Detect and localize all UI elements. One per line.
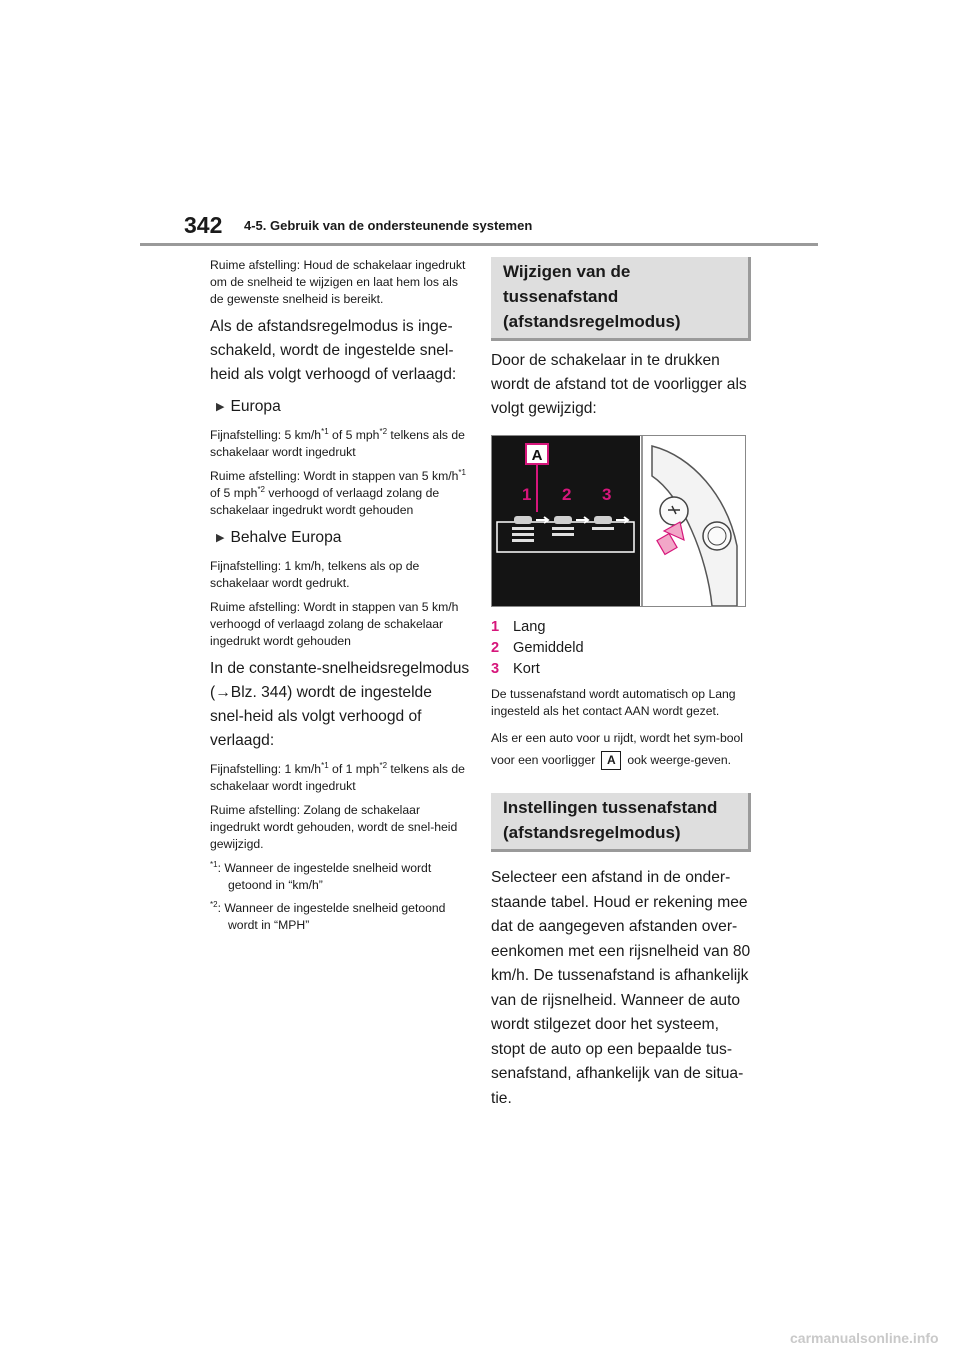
paragraph: In de constante-snelheidsregelmodus (→Blz. 344) wordt de ingestelde snel-heid als volgt verhoogd of verlaagd: xyxy=(210,660,470,749)
text: Fijnafstelling: 1 km/h xyxy=(210,762,322,776)
watermark: carmanualsonline.info xyxy=(790,1330,939,1346)
text: Ruime afstelling: Wordt in stappen van 5 km/h xyxy=(210,469,459,483)
text: telkens als de schakelaar wordt ingedrukt xyxy=(210,428,465,459)
footnote-ref: *2 xyxy=(379,760,388,770)
label-a-inline: A xyxy=(601,751,621,770)
bullet-behalve-europa xyxy=(216,526,470,550)
footnote-mark: *1 xyxy=(210,859,218,869)
distance-switch-illustration xyxy=(491,435,746,607)
text: of 5 mph xyxy=(328,428,380,442)
label-2: 2 xyxy=(562,485,572,504)
paragraph xyxy=(210,761,470,795)
list-item xyxy=(491,638,751,659)
footnote-2 xyxy=(210,900,470,934)
list-item xyxy=(491,659,751,680)
footnote-ref: *2 xyxy=(257,484,265,494)
footnote-text: : Wanneer de ingestelde snelheid wordt getoond in “km/h” xyxy=(217,861,432,892)
footnote-ref: *1 xyxy=(458,467,466,477)
item-label: Gemiddeld xyxy=(513,640,584,656)
note: De tussenafstand wordt automatisch op Lang ingesteld als het contact AAN wordt gezet. xyxy=(491,687,736,718)
footnote-ref: *1 xyxy=(321,760,329,770)
text: ook weerge-geven. xyxy=(627,753,732,767)
paragraph: Als de afstandsregelmodus is inge-schakeld, wordt de ingestelde snel-heid als volgt verhoogd of verlaagd: xyxy=(210,318,457,383)
footnote-text: : Wanneer de ingestelde snelheid getoond wordt in “MPH” xyxy=(217,901,446,932)
text: of 1 mph xyxy=(328,762,380,776)
chapter-title: 4-5. Gebruik van de ondersteunende systemen xyxy=(244,218,533,233)
steering-illustration-svg xyxy=(492,436,745,606)
label-3: 3 xyxy=(602,485,612,504)
item-number: 2 xyxy=(491,640,500,656)
item-label: Lang xyxy=(513,619,546,635)
header-divider xyxy=(140,243,818,246)
footnote-ref: *2 xyxy=(379,426,388,436)
item-number: 3 xyxy=(491,661,500,677)
item-label: Kort xyxy=(513,661,540,677)
text: Fijnafstelling: 5 km/h xyxy=(210,428,322,442)
paragraph: Ruime afstelling: Wordt in stappen van 5 km/h verhoogd of verlaagd zolang de schakelaar ingedrukt wordt gehouden xyxy=(210,600,459,648)
text: Als er een auto voor u rijdt, wordt het sym-bool voor een voorligger xyxy=(491,731,743,767)
item-number: 1 xyxy=(491,619,500,635)
paragraph: Ruime afstelling: Zolang de schakelaar ingedrukt wordt gehouden, wordt de snel-heid gewijzigd. xyxy=(210,803,458,851)
text: telkens als de schakelaar wordt ingedrukt xyxy=(210,762,465,793)
label-1: 1 xyxy=(522,485,532,504)
triangle-bullet-icon: ▶ xyxy=(216,401,225,413)
paragraph xyxy=(210,427,470,461)
distance-list xyxy=(491,617,751,680)
text: of 5 mph xyxy=(210,486,258,500)
bullet-label: Europa xyxy=(230,398,281,415)
paragraph: Selecteer een afstand in de onder-staande tabel. Houd er rekening mee dat de aangegeven afstanden over-eenkomen met een rijsnelheid van 80 km/h. De tussenafstand is afhankelijk van de rijsnelheid. Wanneer de auto wordt stilgezet door het systeem, stopt de auto op een bepaalde tus-senafstand, afhankelijk van de situa-tie. xyxy=(491,869,751,1107)
paragraph: Ruime afstelling: Houd de schakelaar ingedrukt om de snelheid te wijzigen en laat hem los als de gewenste snelheid is bereikt. xyxy=(210,258,466,306)
car-symbol-3 xyxy=(592,516,614,530)
footnote-ref: *1 xyxy=(321,426,329,436)
bullet-europa xyxy=(216,395,470,419)
page-number: 342 xyxy=(184,212,223,238)
paragraph: Door de schakelaar in te drukken wordt de afstand tot de voorligger als volgt gewijzigd: xyxy=(491,352,747,417)
paragraph xyxy=(210,468,470,519)
bullet-label: Behalve Europa xyxy=(230,529,342,546)
footnote-mark: *2 xyxy=(210,899,218,909)
paragraph: Fijnafstelling: 1 km/h, telkens als op de schakelaar wordt gedrukt. xyxy=(210,559,420,590)
text: verhoogd of verlaagd zolang de schakelaar ingedrukt wordt gehouden xyxy=(210,486,440,517)
label-a: A xyxy=(531,447,543,464)
control-button xyxy=(703,522,731,550)
note xyxy=(491,727,751,771)
list-item xyxy=(491,617,751,638)
press-arrow-shaft xyxy=(657,534,677,555)
footnote-1 xyxy=(210,860,470,894)
right-column xyxy=(491,257,751,1119)
section-heading: Instellingen tussenafstand (afstandsregelmodus) xyxy=(491,793,751,852)
left-column xyxy=(210,257,470,940)
section-heading: Wijzigen van de tussenafstand (afstandsregelmodus) xyxy=(491,257,751,341)
triangle-bullet-icon: ▶ xyxy=(216,532,225,544)
